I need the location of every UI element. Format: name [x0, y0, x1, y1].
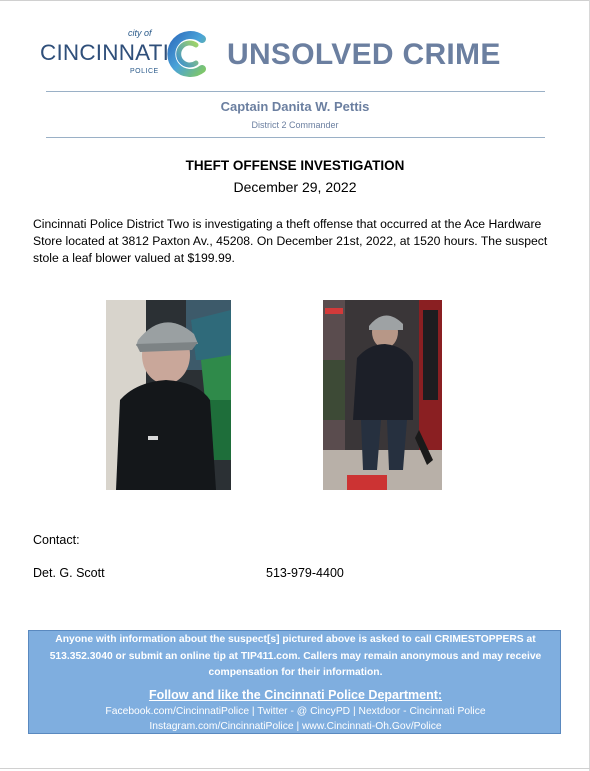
logo-police: POLICE [130, 68, 159, 75]
contact-name: Det. G. Scott [33, 566, 105, 580]
suspect-photo-fullbody [323, 300, 442, 490]
suspect-photo-closeup [106, 300, 231, 490]
web-links-line: Instagram.com/CincinnatiPolice | www.Cincinnati-Oh.Gov/Police [149, 721, 442, 732]
commander-role: District 2 Commander [251, 120, 339, 130]
contact-phone: 513-979-4400 [266, 566, 344, 580]
suspect-closeup-image [106, 300, 231, 490]
notice-date: December 29, 2022 [233, 179, 357, 195]
footer-info-box [28, 630, 561, 734]
page-edge-top [0, 0, 590, 1]
logo-c-mark-icon [164, 30, 208, 78]
header-rule-top [46, 91, 545, 92]
notice-title: THEFT OFFENSE INVESTIGATION [185, 158, 405, 173]
crimestoppers-notice: Anyone with information about the suspect[s] pictured above is asked to call CRIMESTOPPERS at 513.352.3040 or submit an online tip at TIP411.com. Callers may remain anonymous and may receive compensation for their information. [49, 634, 542, 679]
suspect-fullbody-image [323, 300, 442, 490]
page-title: UNSOLVED CRIME [227, 38, 501, 71]
commander-name: Captain Danita W. Pettis [220, 99, 370, 114]
logo-city-name: CINCINNATI [40, 40, 170, 65]
logo-city-of: city of [128, 28, 152, 38]
header-rule-bottom [46, 137, 545, 138]
contact-label: Contact: [33, 533, 80, 547]
notice-body: Cincinnati Police District Two is investigating a theft offense that occurred at the Ace Hardware Store located at 3812 Paxton Av., 45208. On December 21st, 2022, at 1520 hours. The suspect stole a leaf blower valued at $199.99. [33, 217, 548, 265]
city-logo [40, 30, 210, 80]
follow-heading: Follow and like the Cincinnati Police Department: [148, 688, 443, 702]
social-links-line: Facebook.com/CincinnatiPolice | Twitter - @ CincyPD | Nextdoor - Cincinnati Police [105, 706, 486, 717]
page-edge-bottom [0, 768, 590, 769]
